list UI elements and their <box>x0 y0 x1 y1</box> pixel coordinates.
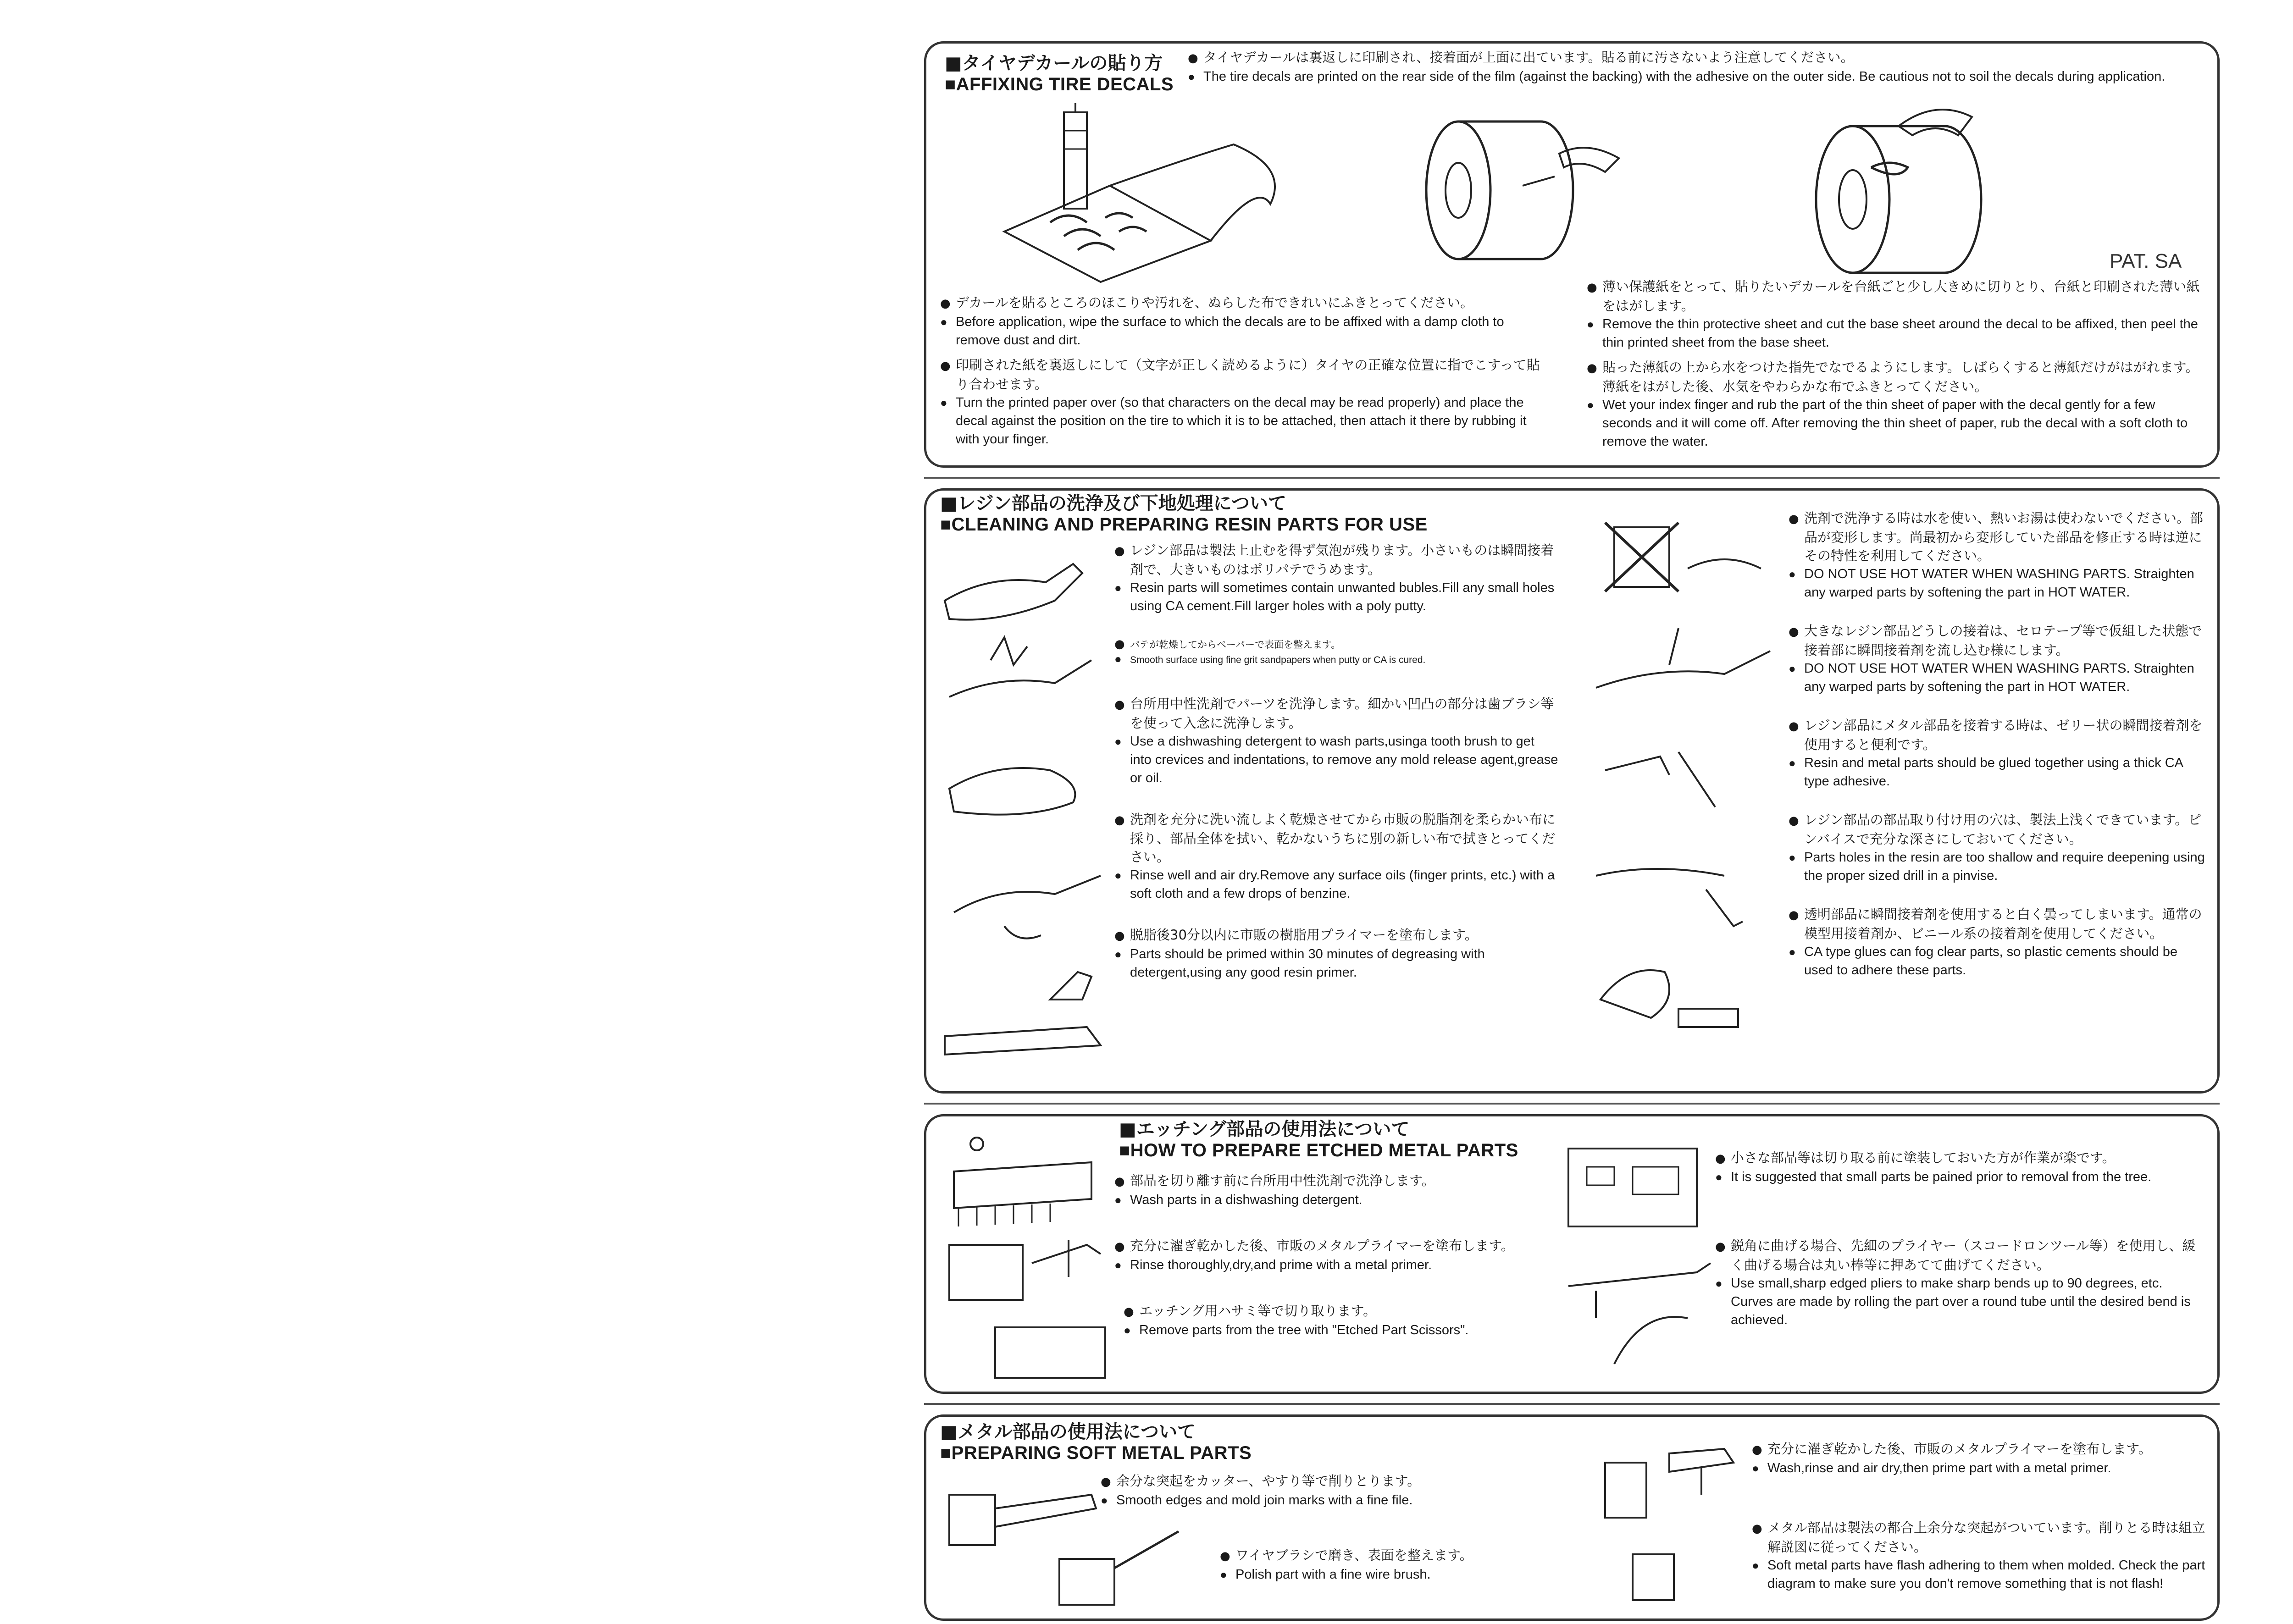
step-en: ● Remove the thin protective sheet and cut the base sheet around the decal to be affixed, then peel the thin printed sheet from the base sheet. <box>1587 315 2206 352</box>
step-ja: ● 印刷された紙を裏返しにして（文字が正しく読めるように）タイヤの正確な位置に指でこすって貼り合わせます。 <box>940 356 1550 393</box>
title-en: ■HOW TO PREPARE ETCHED METAL PARTS <box>1119 1140 1518 1160</box>
list-item <box>1114 810 1559 903</box>
steps-left <box>940 293 1550 455</box>
section-title <box>940 493 1428 535</box>
step-ja: ● 洗剤を充分に洗い流しよく乾燥させてから市販の脱脂剤を柔らかい布に採り、部品全体を拭い、乾かないうちに別の新しい布で拭きとってください。 <box>1114 810 1559 866</box>
title-ja: ■タイヤデカールの貼り方 <box>945 53 1163 74</box>
metal-steps-left <box>1101 1472 1559 1590</box>
step-en: ● Rinse thoroughly,dry,and prime with a metal primer. <box>1114 1256 1573 1274</box>
airbrush-icon <box>1596 1435 1752 1609</box>
step-en: ● Resin parts will sometimes contain unwanted bubles.Fill any small holes using CA cement.Fill larger holes with a poly putty. <box>1114 579 1559 615</box>
section-etched-parts <box>924 1114 2220 1394</box>
step-ja: ● 小さな部品等は切り取る前に塗装しておいた方が作業が楽です。 <box>1715 1149 2206 1168</box>
title-ja: ■エッチング部品の使用法について <box>1119 1119 1410 1140</box>
list-item <box>1789 905 2206 979</box>
list-item <box>1114 1237 1573 1274</box>
step-ja: ● 余分な突起をカッター、やすり等で削りとります。 <box>1101 1472 1559 1491</box>
tire-peel-illustration <box>1422 108 1642 273</box>
step-en: ● Soft metal parts have flash adhering to them when molded. Check the part diagram to make sure you don't remove something that is not flash! <box>1752 1556 2206 1593</box>
step-en: ● Use a dishwashing detergent to wash parts,usinga tooth brush to get into crevices and indentations, to remove any mold release agent,grease or oil. <box>1114 732 1559 787</box>
list-item <box>1752 1440 2206 1477</box>
list-item <box>1715 1149 2206 1186</box>
list-item <box>1101 1546 1559 1584</box>
resin-illustration-column-right <box>1587 514 1779 1073</box>
metal-steps-right <box>1752 1440 2206 1599</box>
etched-illustration-left <box>940 1126 1114 1387</box>
section-tire-decals <box>924 41 2220 468</box>
step-en: ● Parts should be primed within 30 minutes of degreasing with detergent,using any good resin primer. <box>1114 945 1559 982</box>
decal-sheet-illustration <box>995 103 1293 287</box>
list-item <box>1114 926 1559 982</box>
step-en: ● Resin and metal parts should be glued together using a thick CA type adhesive. <box>1789 754 2206 790</box>
list-item <box>1587 277 2206 352</box>
step-ja: ● 脱脂後30分以内に市販の樹脂用プライマーを塗布します。 <box>1114 926 1559 945</box>
etched-illustration-right <box>1559 1135 1715 1387</box>
section-title <box>940 1421 1252 1464</box>
step-en: ● It is suggested that small parts be pained prior to removal from the tree. <box>1715 1168 2206 1186</box>
step-ja: ● エッチング用ハサミ等で切り取ります。 <box>1124 1302 1573 1321</box>
intro-text <box>1188 48 2197 86</box>
etched-steps-right <box>1715 1149 2206 1336</box>
step-en: ● Wash,rinse and air dry,then prime part with a metal primer. <box>1752 1459 2206 1477</box>
step-en: ● Polish part with a fine wire brush. <box>1220 1565 1559 1584</box>
list-item <box>1114 637 1559 667</box>
resin-steps-left <box>1114 541 1559 988</box>
step-ja: ● 貼った薄紙の上から水をつけた指先でなでるようにします。しばらくすると薄紙だけがはがれます。薄紙をはがした後、水気をやわらかな布でふきとってください。 <box>1587 358 2206 396</box>
step-ja: ● 洗剤で洗浄する時は水を使い、熱いお湯は使わないでください。部品が変形します。尚最初から変形していた部品を修正する時は逆にその特性を利用してください。 <box>1789 509 2206 565</box>
step-en: ● Smooth edges and mold join marks with a fine file. <box>1101 1491 1559 1509</box>
resin-illustration-column-left <box>936 546 1114 1082</box>
resin-parts-icon <box>936 546 1114 1082</box>
step-ja: ● 部品を切り離す前に台所用中性洗剤で洗浄します。 <box>1114 1171 1573 1191</box>
list-item <box>940 356 1550 448</box>
step-en: ● Wet your index finger and rub the part of the thin sheet of paper with the decal gently for a few seconds and it will come off. After removing the thin sheet of paper, rub the decal with a soft cloth to remove the water. <box>1587 396 2206 451</box>
list-item <box>1752 1519 2206 1593</box>
step-ja: ● 台所用中性洗剤でパーツを洗浄します。細かい凹凸の部分は歯ブラシ等を使って入念に洗浄します。 <box>1114 695 1559 732</box>
title-ja: ■メタル部品の使用法について <box>940 1421 1196 1442</box>
list-item <box>1789 509 2206 602</box>
step-en: ● Smooth surface using fine grit sandpapers when putty or CA is cured. <box>1114 652 1559 667</box>
section-title <box>945 53 1174 95</box>
etched-steps-left <box>1114 1171 1573 1346</box>
section-title <box>1119 1119 1518 1161</box>
step-ja: ● パテが乾燥してからペーパーで表面を整えます。 <box>1114 637 1559 652</box>
title-ja: ■レジン部品の洗浄及び下地処理について <box>940 493 1286 514</box>
step-en: ● Before application, wipe the surface to which the decals are to be affixed with a damp cloth to remove dust and dirt. <box>940 313 1550 349</box>
step-en: ● Use small,sharp edged pliers to make sharp bends up to 90 degrees, etc. Curves are made by rolling the part over a round tube until the desired bend is achieved. <box>1715 1274 2206 1329</box>
list-item <box>1101 1472 1559 1509</box>
step-ja: ● デカールを貼るところのほこりや汚れを、ぬらした布できれいにふきとってください。 <box>940 293 1550 313</box>
pliers-icon <box>1559 1135 1715 1387</box>
pat-label: PAT. SA <box>2110 250 2182 272</box>
step-en: ● DO NOT USE HOT WATER WHEN WASHING PARTS. Straighten any warped parts by softening the part in HOT WATER. <box>1789 565 2206 602</box>
list-item <box>1114 1302 1573 1339</box>
intro-en: ● The tire decals are printed on the rear side of the film (against the backing) with the adhesive on the outer side. Be cautious not to soil the decals during application. <box>1188 67 2197 86</box>
step-en: ● Turn the printed paper over (so that characters on the decal may be read properly) and place the decal against the position on the tire to which it is to be attached, then attach it there by rubbing it with your finger. <box>940 393 1550 448</box>
step-ja: ● 充分に濯ぎ乾かした後、市販のメタルプライマーを塗布します。 <box>1114 1237 1573 1256</box>
step-ja: ● 透明部品に瞬間接着剤を使用すると白く曇ってしまいます。通常の模型用接着剤か、ビニール系の接着剤を使用してください。 <box>1789 905 2206 943</box>
step-ja: ● メタル部品は製法の都合上余分な突起がついています。削りとる時は組立解説図に従ってください。 <box>1752 1519 2206 1556</box>
step-ja: ● 大きなレジン部品どうしの接着は、セロテープ等で仮組した状態で接着部に瞬間接着剤を流し込む様にします。 <box>1789 622 2206 659</box>
step-en: ● Parts holes in the resin are too shallow and require deepening using the proper sized drill in a pinvise. <box>1789 848 2206 885</box>
instruction-page <box>924 37 2220 1596</box>
section-soft-metal-parts <box>924 1414 2220 1621</box>
step-en: ● Remove parts from the tree with "Etched Part Scissors". <box>1124 1321 1573 1339</box>
etched-parts-icon <box>940 1126 1114 1387</box>
section-resin-parts <box>924 488 2220 1094</box>
steps-right <box>1587 277 2206 457</box>
step-ja: ● レジン部品は製法上止むを得ず気泡が残ります。小さいものは瞬間接着剤で、大きいものはポリパテでうめます。 <box>1114 541 1559 579</box>
decal-sheet-icon <box>995 103 1293 287</box>
list-item <box>1114 695 1559 787</box>
step-ja: ● ワイヤブラシで磨き、表面を整えます。 <box>1220 1546 1559 1565</box>
section-divider <box>924 477 2220 479</box>
title-en: ■CLEANING AND PREPARING RESIN PARTS FOR USE <box>940 514 1428 535</box>
list-item <box>1789 716 2206 790</box>
intro-ja: ● タイヤデカールは裏返しに印刷され、接着面が上面に出ています。貼る前に汚さないよう注意してください。 <box>1188 48 2197 67</box>
step-ja: ● 充分に濯ぎ乾かした後、市販のメタルプライマーを塗布します。 <box>1752 1440 2206 1459</box>
tire-icon <box>1422 108 1642 273</box>
step-en: ● Rinse well and air dry.Remove any surface oils (finger prints, etc.) with a soft cloth and a few drops of benzine. <box>1114 866 1559 903</box>
section-divider <box>924 1403 2220 1405</box>
list-item <box>1789 811 2206 885</box>
step-en: ● DO NOT USE HOT WATER WHEN WASHING PARTS. Straighten any warped parts by softening the part in HOT WATER. <box>1789 659 2206 696</box>
tire-icon <box>1807 99 1999 282</box>
step-ja: ● 薄い保護紙をとって、貼りたいデカールを台紙ごと少し大きめに切りとり、台紙と印刷された薄い紙をはがします。 <box>1587 277 2206 315</box>
list-item <box>940 293 1550 349</box>
list-item <box>1587 358 2206 451</box>
resin-tools-icon <box>1587 514 1779 1073</box>
title-en: ■AFFIXING TIRE DECALS <box>945 74 1174 94</box>
step-ja: ● レジン部品にメタル部品を接着する時は、ゼリー状の瞬間接着剤を使用すると便利です。 <box>1789 716 2206 754</box>
step-en: ● Wash parts in a dishwashing detergent. <box>1114 1191 1573 1209</box>
tire-applied-illustration <box>1807 99 1999 282</box>
step-ja: ● 鋭角に曲げる場合、先細のプライヤー（スコードロンツール等）を使用し、緩く曲げる場合は丸い棒等に押あてて曲げてください。 <box>1715 1237 2206 1274</box>
list-item <box>1715 1237 2206 1329</box>
list-item <box>1114 1171 1573 1209</box>
list-item <box>1789 622 2206 696</box>
section-divider <box>924 1103 2220 1105</box>
metal-illustration-right <box>1596 1435 1752 1609</box>
resin-steps-right <box>1789 509 2206 986</box>
step-ja: ● レジン部品の部品取り付け用の穴は、製法上浅くできています。ピンバイスで充分な深さにしておいてください。 <box>1789 811 2206 848</box>
list-item <box>1114 541 1559 615</box>
title-en: ■PREPARING SOFT METAL PARTS <box>940 1443 1252 1463</box>
step-en: ● CA type glues can fog clear parts, so plastic cements should be used to adhere these parts. <box>1789 943 2206 979</box>
